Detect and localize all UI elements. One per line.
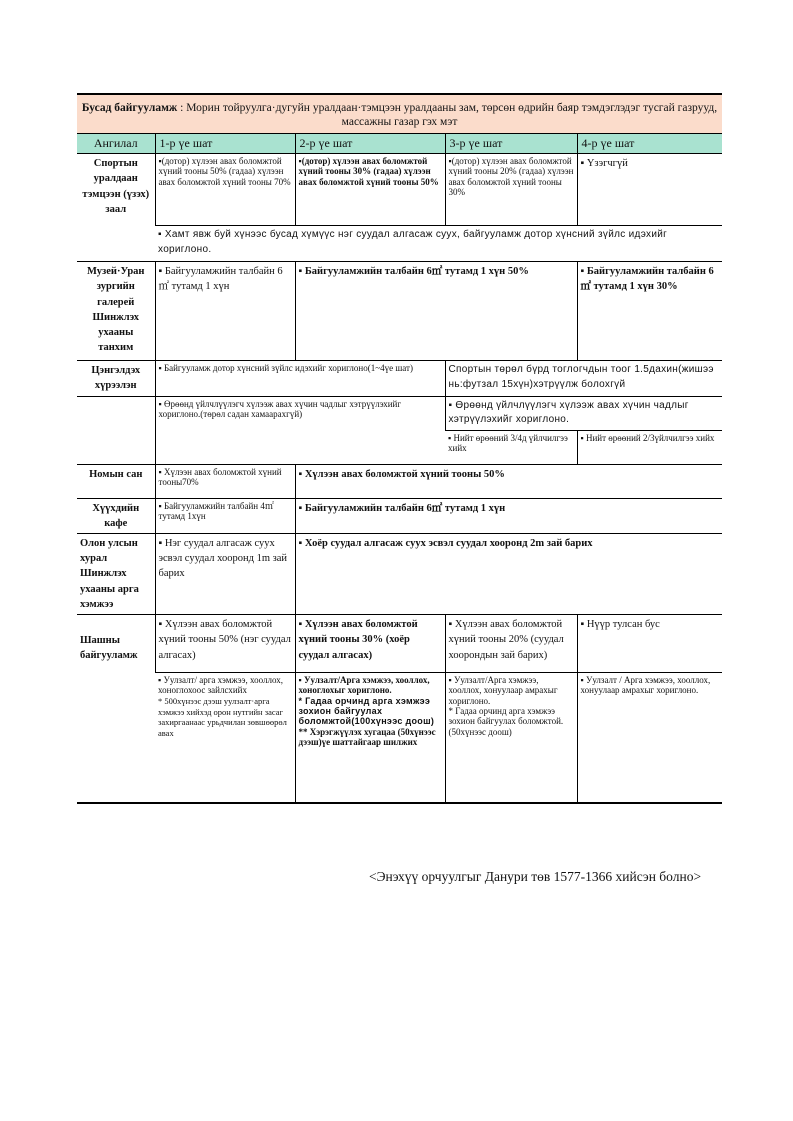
religion-stage-1-rules <box>155 673 295 803</box>
table-row <box>77 361 722 396</box>
table-row <box>77 673 722 803</box>
table-row <box>77 396 722 430</box>
translation-footer: <Энэхүү орчуулгыг Данури төв 1577-1366 хийсэн болно> <box>369 869 702 884</box>
category-library: Номын сан <box>89 468 143 480</box>
table-title <box>77 94 722 133</box>
religion-stage-1: ▪ Хүлээн авах боломжтой хүний тооны 50% (нэг суудал алгасах) <box>155 615 295 673</box>
category-sport: Спортын уралдаан тэмцээн (үзэх) заал <box>82 158 150 215</box>
religion-stage-2: ▪ Хүлээн авах боломжтой хүний тооны 30% (хоёр суудал алгасах) <box>295 615 445 673</box>
religion-stage-4: ▪ Нүүр тулсан бус <box>577 615 722 673</box>
header-category: Ангилал <box>77 133 155 153</box>
religion-stage-1-rule: ▪ Уулзалт/ арга хэмжээ, хооллох, хоноглохоос зайлсхийх <box>158 675 283 696</box>
conference-stage-2-4: ▪ Хоёр суудал алгасаж суух эсвэл суудал хооронд 2m зай барих <box>295 534 722 615</box>
rooms-stage-3-4: ▪ Өрөөнд үйлчлүүлэгч хүлээж авах хүчин чадлыг хэтрүүлэхийг хориглоно. <box>445 396 722 430</box>
kids-cafe-stage-2-4: ▪ Байгууламжийн талбайн 6㎡ тутамд 1 хүн <box>295 498 722 533</box>
religion-stage-4-rules: ▪ Уулзалт / Арга хэмжээ, хооллох, хонуулаар амрахыг хориглоно. <box>577 673 722 803</box>
table-row <box>77 534 722 615</box>
sport-note: ▪ Хамт явж буй хүнээс бусад хүмүүс нэг суудал алгасаж суух, байгууламж дотор хүнсний зүйлс идэхийг хориглоно. <box>158 229 668 255</box>
header-stage-1: 1-р үе шат <box>155 133 295 153</box>
category-kids-cafe: Хүүхдийн кафе <box>92 502 140 529</box>
table-row <box>77 154 722 226</box>
library-stage-1: ▪ Хүлээн авах боломжтой хүний тооны70% <box>155 464 295 498</box>
kids-cafe-stage-1: ▪ Байгууламжийн талбайн 4㎡ тутамд 1хүн <box>155 498 295 533</box>
museum-stage-4: ▪ Байгууламжийн талбайн 6㎡ тутамд 1 хүн 30% <box>577 262 722 361</box>
header-stage-3: 3-р үе шат <box>445 133 577 153</box>
title-bold: Бусад байгууламж <box>81 102 178 114</box>
library-stage-2-4: ▪ Хүлээн авах боломжтой хүний тооны 50% <box>295 464 722 498</box>
religion-stage-1-note: * 500хүнээс дээш уулзалт·арга хэмжээ хийхэд орон нутгийн засаг захиргаанаас урьдчилан зөвшөөрөл авах <box>158 695 287 739</box>
category-museum: Музей·Уран зургийн галерей Шинжлэх ухааны танхим <box>87 266 145 354</box>
table-row <box>77 615 722 673</box>
rooms-stage-1-2: ▪ Өрөөнд үйлчлүүлэгч хүлээж авах хүчин чадлыг хэтрүүлэхийг хориглоно.(төрөл садан хамаарахгүй) <box>155 396 445 464</box>
religion-stage-2-rule: ▪ Уулзалт/Арга хэмжээ, хооллох, хоноглохыг хориглоно. <box>298 675 430 696</box>
stadium-stage-1-2: ▪ Байгууламж дотор хүнсний зүйлс идэхийг хориглоно(1~4үе шат) <box>155 361 445 396</box>
header-stage-4: 4-р үе шат <box>577 133 722 153</box>
rooms-stage-4: ▪ Нийт өрөөний 2/3үйлчилгээ хийх <box>577 430 722 464</box>
title-text: : Морин тойруулга·дугуйн уралдаан·тэмцээн уралдааны зам, төрсөн өдрийн баяр тэмдэглэдэг тусгай газрууд, массажны газар гэх мэт <box>177 102 718 129</box>
table-row <box>77 464 722 498</box>
religion-stage-3: ▪ Хүлээн авах боломжтой хүний тооны 20% (суудал хоорондын зай барих) <box>445 615 577 673</box>
religion-stage-2-note: * Гадаа орчинд арга хэмжээ зохион байгуулах боломжтой(100хүнээс доош) <box>298 695 435 727</box>
religion-stage-2-note-2: ** Хэрэгжүүлэх хугацаа (50хүнээс дээш)үе шаттайгаар шилжих <box>298 726 436 748</box>
regulation-table <box>77 93 722 804</box>
category-stadium: Цэнгэлдэх хүрээлэн <box>91 365 141 392</box>
header-row <box>77 133 722 153</box>
header-stage-2: 2-р үе шат <box>295 133 445 153</box>
religion-stage-3-note: * Гадаа орчинд арга хэмжээ зохион байгуулах боломжтой.(50хүнээс доош) <box>448 706 564 737</box>
category-conference: Олон улсын хурал Шинжлэх ухааны арга хэмжээ <box>80 538 139 610</box>
sport-stage-4: ▪ Үзэгчгүй <box>577 154 722 226</box>
museum-stage-1: ▪ Байгууламжийн талбайн 6㎡ тутамд 1 хүн <box>155 262 295 361</box>
conference-stage-1: ▪ Нэг суудал алгасаж суух эсвэл суудал хооронд 1m зай барих <box>155 534 295 615</box>
sport-stage-2: ▪(дотор) хүлээн авах боломжтой хүний тооны 30% (гадаа) хүлээн авах боломжтой хүний тооны 50% <box>295 154 445 226</box>
sport-stage-1: ▪(дотор) хүлээн авах боломжтой хүний тооны 50% (гадаа) хүлээн авах боломжтой хүний тооны 70% <box>155 154 295 226</box>
category-religion: Шашны байгууламж <box>80 635 138 662</box>
religion-stage-3-rules <box>445 673 577 803</box>
stadium-stage-3-4: Спортын төрөл бүрд тоглогчдын тоог 1.5дахин(жишээ нь:футзал 15хүн)хэтрүүлж болохгүй <box>445 361 722 396</box>
table-row <box>77 226 722 262</box>
table-row <box>77 498 722 533</box>
religion-stage-3-rule: ▪ Уулзалт/Арга хэмжээ, хооллох, хонуулаар амрахыг хориглоно. <box>448 675 558 706</box>
table-row <box>77 262 722 361</box>
religion-stage-2-rules <box>295 673 445 803</box>
category-empty <box>77 396 155 464</box>
sport-stage-3: ▪(дотор) хүлээн авах боломжтой хүний тооны 20% (гадаа) хүлээн авах боломжтой хүний тооны 30% <box>445 154 577 226</box>
museum-stage-2-3: ▪ Байгууламжийн талбайн 6㎡ тутамд 1 хүн 50% <box>295 262 577 361</box>
rooms-stage-3: ▪ Нийт өрөөний 3/4д үйлчилгээ хийх <box>448 432 568 453</box>
